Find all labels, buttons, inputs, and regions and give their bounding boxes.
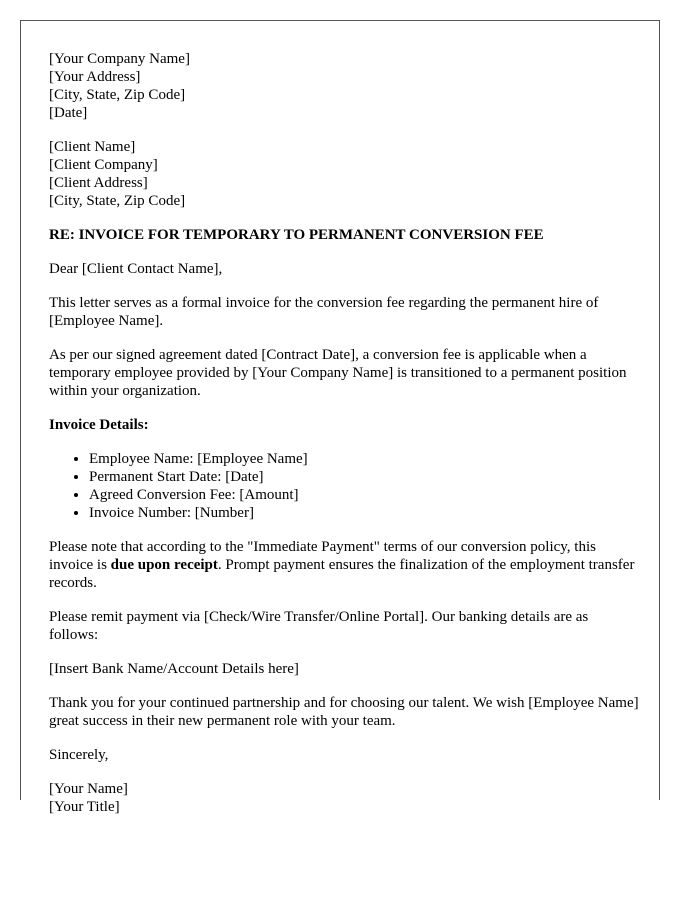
invoice-details-heading: Invoice Details:	[49, 417, 149, 433]
recipient-address: [Client Address]	[49, 175, 148, 191]
salutation: Dear [Client Contact Name],	[49, 261, 223, 277]
recipient-city-state-zip: [City, State, Zip Code]	[49, 193, 186, 209]
signature-name: [Your Name]	[49, 781, 128, 797]
sender-address: [Your Address]	[49, 69, 141, 85]
list-item-start-date: • Permanent Start Date: [Date]	[89, 468, 639, 486]
subject-line: RE: INVOICE FOR TEMPORARY TO PERMANENT CONVERSION FEE	[49, 227, 544, 243]
letter-page	[20, 20, 660, 815]
sender-city-state-zip: [City, State, Zip Code]	[49, 87, 186, 103]
signature-block	[49, 780, 639, 816]
recipient-address-block	[49, 138, 639, 210]
letter-date: [Date]	[49, 105, 88, 121]
intro-paragraph: This letter serves as a formal invoice for the conversion fee regarding the permanent hire of [Employee Name].	[49, 295, 599, 329]
letter-content	[49, 50, 639, 832]
invoice-details-list	[49, 450, 639, 522]
payment-terms-text-after: . Prompt payment ensures the finalization of the employment transfer records.	[49, 557, 635, 591]
sender-company: [Your Company Name]	[49, 51, 190, 67]
payment-terms-text-before: Please note that according to the "Immediate Payment" terms of our conversion policy, this invoice is	[49, 539, 596, 573]
list-item-employee-name: • Employee Name: [Employee Name]	[89, 450, 639, 468]
list-item-invoice-number: • Invoice Number: [Number]	[89, 504, 639, 522]
due-upon-receipt-emphasis: due upon receipt	[110, 557, 218, 573]
sender-address-block	[49, 50, 639, 122]
agreement-paragraph: As per our signed agreement dated [Contract Date], a conversion fee is applicable when a temporary employee provided by [Your Company Name] is transitioned to a permanent position within your organization.	[49, 347, 627, 399]
remit-payment-paragraph: Please remit payment via [Check/Wire Transfer/Online Portal]. Our banking details are as follows:	[49, 609, 589, 643]
payment-terms-paragraph	[49, 538, 639, 592]
recipient-name: [Client Name]	[49, 139, 136, 155]
signature-title: [Your Title]	[49, 799, 120, 815]
bank-details-placeholder: [Insert Bank Name/Account Details here]	[49, 661, 299, 677]
closing: Sincerely,	[49, 747, 109, 763]
thank-you-paragraph: Thank you for your continued partnership and for choosing our talent. We wish [Employee Name] great success in their new permanent role with your team.	[49, 695, 639, 729]
list-item-conversion-fee: • Agreed Conversion Fee: [Amount]	[89, 486, 639, 504]
recipient-company: [Client Company]	[49, 157, 158, 173]
